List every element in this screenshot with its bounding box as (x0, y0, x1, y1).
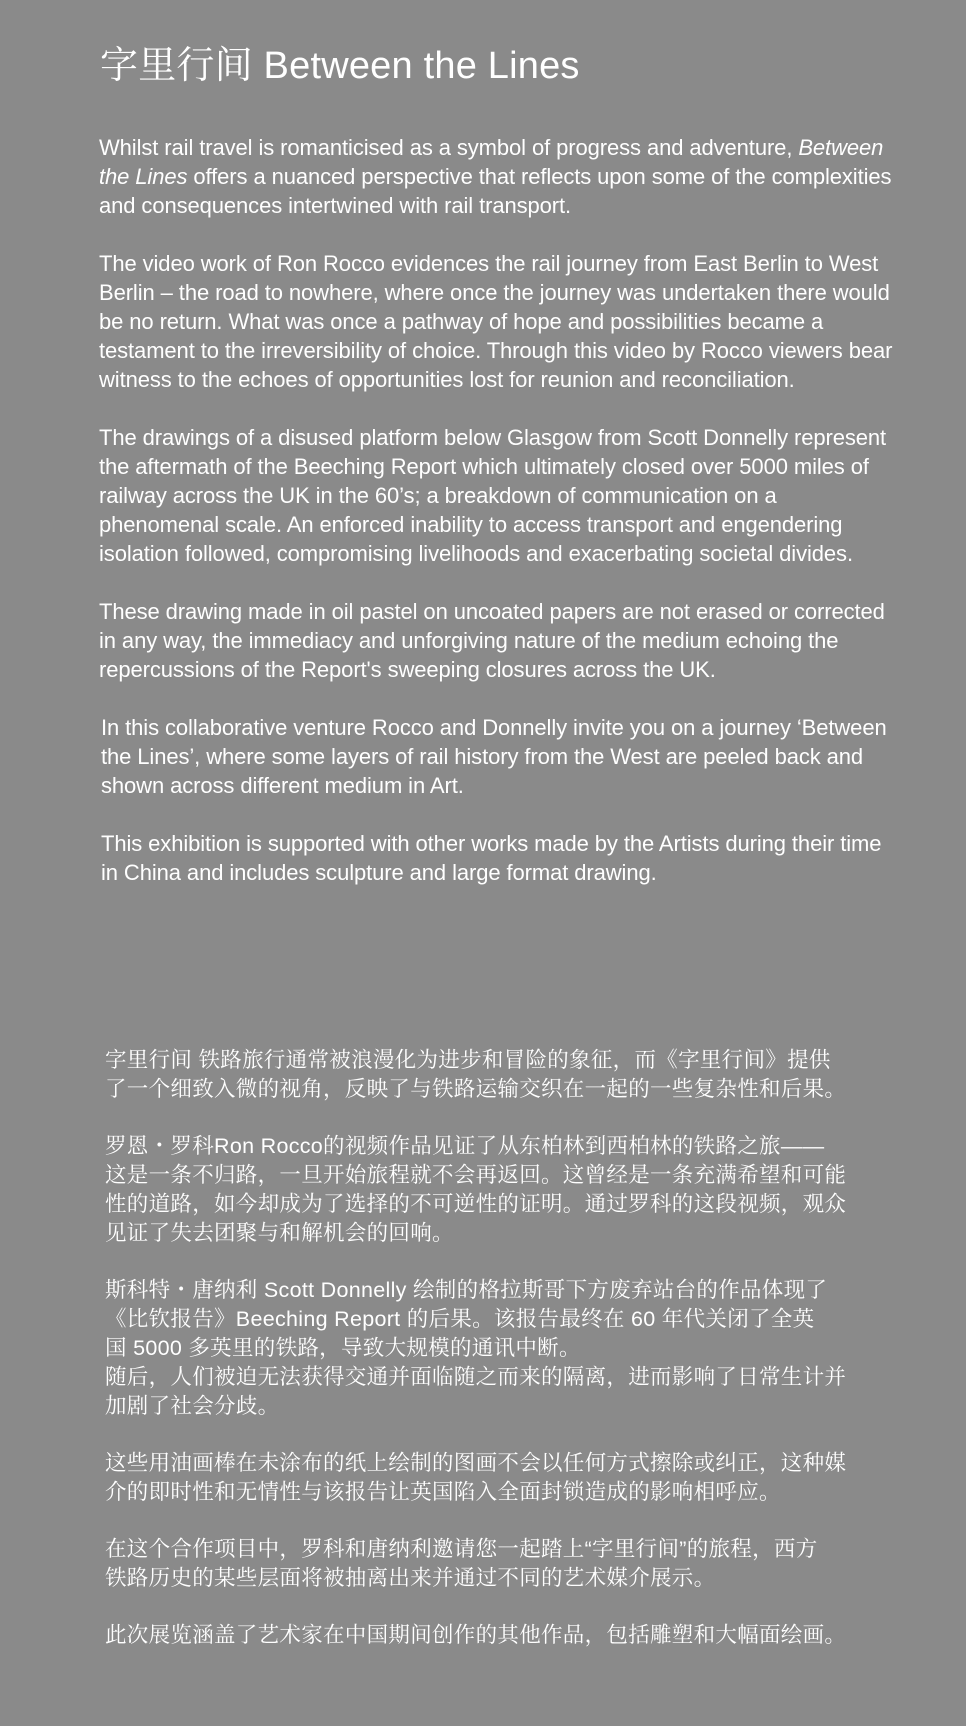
chinese-paragraph-intro (105, 1046, 925, 1104)
chinese-paragraph-donnelly (105, 1276, 925, 1421)
text-line: 在这个合作项目中，罗科和唐纳利邀请您一起踏上“字里行间”的旅程，西方 (105, 1537, 818, 1561)
exhibition-title-italic: Between the Lines (99, 135, 884, 189)
text-line: 了一个细致入微的视角，反映了与铁路运输交织在一起的一些复杂性和后果。 (105, 1077, 847, 1101)
text-line: 国 5000 多英里的铁路，导致大规模的通讯中断。 (105, 1336, 581, 1360)
text-line: 随后，人们被迫无法获得交通并面临随之而来的隔离，进而影响了日常生计并 (105, 1365, 847, 1389)
text-line: 这些用油画棒在未涂布的纸上绘制的图画不会以任何方式擦除或纠正，这种媒 (105, 1451, 847, 1475)
text-line: 见证了失去团聚与和解机会的回响。 (105, 1221, 454, 1245)
text-line: 加剧了社会分歧。 (105, 1394, 280, 1418)
english-paragraph-support: This exhibition is supported with other works made by the Artists during their time in China and includes sculpture and large format drawing. (101, 831, 882, 885)
english-paragraph-intro (99, 133, 899, 220)
chinese-paragraph-collaboration (105, 1535, 925, 1593)
text-line: 铁路历史的某些层面将被抽离出来并通过不同的艺术媒介展示。 (105, 1566, 716, 1590)
text-line: 罗恩・罗科Ron Rocco的视频作品见证了从东柏林到西柏林的铁路之旅—— (105, 1134, 825, 1158)
intro-text-end: offers a nuanced perspective that reflects upon some of the complexities and consequences intertwined with rail transport. (99, 164, 892, 218)
english-paragraph-collaboration: In this collaborative venture Rocco and Donnelly invite you on a journey ‘Between the Lines’, where some layers of rail history from the West are peeled back and shown across different medium in Art. (101, 715, 887, 798)
english-paragraph-donnelly: The drawings of a disused platform below Glasgow from Scott Donnelly represent the aftermath of the Beeching Report which ultimately closed over 5000 miles of railway across the UK in the 60’s; a breakdown of communication on a phenomenal scale. An enforced inability to access transport and engendering isolation followed, compromising livelihoods and exacerbating societal divides. (99, 425, 887, 566)
text-line: 这是一条不归路，一旦开始旅程就不会再返回。这曾经是一条充满希望和可能 (105, 1163, 847, 1187)
text-line: 斯科特・唐纳利 Scott Donnelly 绘制的格拉斯哥下方废弃站台的作品体现了 (105, 1278, 828, 1302)
chinese-paragraph-rocco (105, 1132, 925, 1248)
text-line: 性的道路，如今却成为了选择的不可逆性的证明。通过罗科的这段视频，观众 (105, 1192, 847, 1216)
english-paragraph-rocco: The video work of Ron Rocco evidences the rail journey from East Berlin to West Berlin – the road to nowhere, where once the journey was undertaken there would be no return. What was once a pathway of hope and possibilities became a testament to the irreversibility of choice. Through this video by Rocco viewers bear witness to the echoes of opportunities lost for reunion and reconciliation. (99, 251, 893, 392)
intro-text-start: Whilst rail travel is romanticised as a symbol of progress and adventure, (99, 135, 799, 160)
text-line: 此次展览涵盖了艺术家在中国期间创作的其他作品，包括雕塑和大幅面绘画。 (105, 1623, 847, 1647)
text-line: 介的即时性和无情性与该报告让英国陷入全面封锁造成的影响相呼应。 (105, 1480, 781, 1504)
chinese-paragraph-support (105, 1621, 925, 1650)
english-paragraph-drawings: These drawing made in oil pastel on uncoated papers are not erased or corrected in any way, the immediacy and unforgiving nature of the medium echoing the repercussions of the Report's sweeping closures across the UK. (99, 599, 885, 682)
chinese-paragraph-drawings (105, 1449, 925, 1507)
page-title: 字里行间 Between the Lines (100, 45, 580, 87)
chinese-text (105, 1046, 925, 1678)
text-line: 《比钦报告》Beeching Report 的后果。该报告最终在 60 年代关闭了全英 (105, 1307, 815, 1331)
text-line: 字里行间 铁路旅行通常被浪漫化为进步和冒险的象征，而《字里行间》提供 (105, 1048, 831, 1072)
english-text (99, 133, 899, 916)
